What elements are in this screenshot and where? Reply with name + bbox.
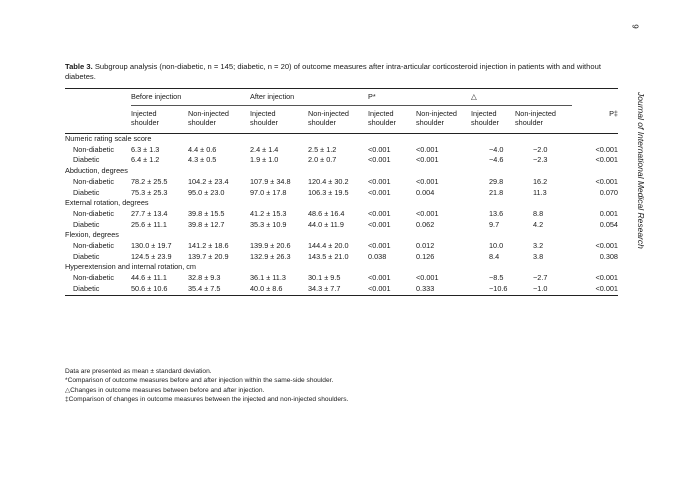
section-row <box>65 166 618 177</box>
subheader-cell: Injected shoulder <box>131 109 159 127</box>
table-cell: 0.012 <box>416 241 435 251</box>
table-cell: 106.3 ± 19.5 <box>308 187 349 197</box>
table-cell: −2.0 <box>533 144 548 154</box>
table-cell: 132.9 ± 26.3 <box>250 251 291 261</box>
footnote-data-presentation: Data are presented as mean ± standard deviation. <box>65 368 212 375</box>
group-p-value: P* <box>368 89 471 106</box>
table-cell: 35.4 ± 7.5 <box>188 283 221 293</box>
table-cell: 0.004 <box>416 187 435 197</box>
row-label: Diabetic <box>73 219 100 229</box>
table-cell: 44.6 ± 11.1 <box>131 273 167 283</box>
table-cell: 39.8 ± 12.7 <box>188 219 225 229</box>
table-cell: 3.8 <box>533 251 544 261</box>
subheader-cell: Non-injected shoulder <box>416 109 457 127</box>
table-cell: 6.4 ± 1.2 <box>131 155 160 165</box>
footnote-p-star: *Comparison of outcome measures before and after injection within the same-side shoulder. <box>65 377 334 385</box>
subheader-row <box>65 106 618 134</box>
table-row <box>65 252 618 263</box>
table-cell: 27.7 ± 13.4 <box>131 208 168 218</box>
table-cell: 34.3 ± 7.7 <box>308 283 341 293</box>
table-cell: 2.4 ± 1.4 <box>250 144 279 154</box>
row-label: Non-diabetic <box>73 144 114 154</box>
table-cell: −8.5 <box>489 273 504 283</box>
table-cell: 104.2 ± 23.4 <box>188 176 229 186</box>
table-cell: <0.001 <box>595 176 618 186</box>
table-cell: 29.8 <box>489 176 504 186</box>
table-cell: 4.2 <box>533 219 544 229</box>
table-cell: 3.2 <box>533 241 544 251</box>
table-cell: 143.5 ± 21.0 <box>308 251 349 261</box>
table-cell: <0.001 <box>368 187 391 197</box>
table-body <box>65 134 618 296</box>
subheader-cell: Injected shoulder <box>471 109 499 127</box>
table-caption-text: Subgroup analysis (non-diabetic, n = 145; diabetic, n = 20) of outcome measures after intra-articular corticosteroid injection in patients with and without diabetes. <box>65 62 601 81</box>
table-cell: 50.6 ± 10.6 <box>131 283 168 293</box>
table-label: Table 3. <box>65 62 93 71</box>
table-cell: 21.8 <box>489 187 504 197</box>
table-cell: <0.001 <box>368 155 391 165</box>
footnote-delta: △Changes in outcome measures between before and after injection. <box>65 386 265 394</box>
table-cell: <0.001 <box>595 155 618 165</box>
table-cell: 35.3 ± 10.9 <box>250 219 287 229</box>
table-cell: 8.8 <box>533 208 544 218</box>
table-row <box>65 155 618 166</box>
table-cell: 78.2 ± 25.5 <box>131 176 168 186</box>
table-row <box>65 145 618 156</box>
table-cell: −4.0 <box>489 144 504 154</box>
table-cell: 0.038 <box>368 251 387 261</box>
table-cell: 36.1 ± 11.3 <box>250 273 286 283</box>
table-cell: 0.333 <box>416 283 435 293</box>
table-cell: 8.4 <box>489 251 500 261</box>
table-cell: 48.6 ± 16.4 <box>308 208 345 218</box>
table-cell: <0.001 <box>368 176 391 186</box>
section-row <box>65 134 618 145</box>
subheader-cell: P‡ <box>609 108 618 118</box>
group-header-row <box>65 89 618 106</box>
table-cell: 0.126 <box>416 251 435 261</box>
row-label: Diabetic <box>73 251 100 261</box>
table-cell: <0.001 <box>368 283 391 293</box>
table-cell: 141.2 ± 18.6 <box>188 241 229 251</box>
table-cell: 0.070 <box>599 187 618 197</box>
table-row <box>65 220 618 231</box>
table-cell: 139.7 ± 20.9 <box>188 251 229 261</box>
table-cell: 16.2 <box>533 176 548 186</box>
row-label: Diabetic <box>73 283 100 293</box>
table-cell: −10.6 <box>489 283 508 293</box>
subheader-cell: Injected shoulder <box>368 109 396 127</box>
footnote-p-double-dagger: ‡Comparison of changes in outcome measures between the injected and non-injected shoulders. <box>65 396 349 404</box>
table-row <box>65 177 618 188</box>
table-cell: 9.7 <box>489 219 500 229</box>
table-cell: 0.062 <box>416 219 435 229</box>
table-cell: 32.8 ± 9.3 <box>188 273 221 283</box>
page-number: 9 <box>630 24 640 29</box>
row-label: Non-diabetic <box>73 176 114 186</box>
table-cell: <0.001 <box>416 144 439 154</box>
table-cell: 2.5 ± 1.2 <box>308 144 337 154</box>
table-cell: 75.3 ± 25.3 <box>131 187 168 197</box>
subheader-cell: Non-injected shoulder <box>188 109 229 127</box>
row-label: Non-diabetic <box>73 208 114 218</box>
table-cell: −4.6 <box>489 155 504 165</box>
table-cell: 130.0 ± 19.7 <box>131 241 172 251</box>
table-cell: 0.308 <box>599 251 618 261</box>
table-cell: 0.001 <box>599 208 618 218</box>
table-cell: <0.001 <box>595 241 618 251</box>
table-caption <box>65 62 625 82</box>
table-cell: <0.001 <box>416 155 439 165</box>
table-row <box>65 273 618 284</box>
table-cell: <0.001 <box>368 241 391 251</box>
table-row <box>65 188 618 199</box>
table-cell: 11.3 <box>533 187 547 197</box>
table-cell: <0.001 <box>416 208 439 218</box>
table-cell: 2.0 ± 0.7 <box>308 155 337 165</box>
table-cell: 44.0 ± 11.9 <box>308 219 344 229</box>
section-row <box>65 230 618 241</box>
table-cell: 1.9 ± 1.0 <box>250 155 279 165</box>
section-row <box>65 262 618 273</box>
group-before-injection: Before injection <box>131 89 250 106</box>
table-cell: 0.054 <box>599 219 618 229</box>
table-cell: −2.3 <box>533 155 548 165</box>
table-row <box>65 284 618 295</box>
table-cell: 139.9 ± 20.6 <box>250 241 291 251</box>
table-cell: <0.001 <box>416 176 439 186</box>
table-cell: 107.9 ± 34.8 <box>250 176 291 186</box>
table-cell: <0.001 <box>368 144 391 154</box>
row-label: Non-diabetic <box>73 273 114 283</box>
subgroup-analysis-table <box>65 88 618 296</box>
section-title: Abduction, degrees <box>65 166 128 176</box>
table-cell: <0.001 <box>595 273 618 283</box>
table-cell: 13.6 <box>489 208 504 218</box>
table-cell: 120.4 ± 30.2 <box>308 176 349 186</box>
table-cell: 144.4 ± 20.0 <box>308 241 349 251</box>
table-cell: <0.001 <box>368 273 391 283</box>
table-cell: 25.6 ± 11.1 <box>131 219 167 229</box>
table-cell: <0.001 <box>595 144 618 154</box>
group-after-injection: After injection <box>250 89 368 106</box>
group-delta: △ <box>471 89 572 106</box>
table-footnotes <box>65 367 605 405</box>
journal-running-title: Journal of International Medical Research <box>636 92 646 249</box>
table-cell: 95.0 ± 23.0 <box>188 187 225 197</box>
table-cell: <0.001 <box>416 273 439 283</box>
table-cell: 4.3 ± 0.5 <box>188 155 217 165</box>
subheader-cell: Non-injected shoulder <box>515 109 556 127</box>
row-label: Diabetic <box>73 155 100 165</box>
table-cell: 10.0 <box>489 241 504 251</box>
section-title: Numeric rating scale score <box>65 134 152 143</box>
table-cell: −1.0 <box>533 283 548 293</box>
table-cell: <0.001 <box>368 208 391 218</box>
table-cell: 40.0 ± 8.6 <box>250 283 283 293</box>
section-title: Hyperextension and internal rotation, cm <box>65 262 197 272</box>
subheader-cell: Non-injected shoulder <box>308 109 349 127</box>
row-label: Diabetic <box>73 187 100 197</box>
table-cell: <0.001 <box>368 219 391 229</box>
section-title: Flexion, degrees <box>65 230 119 240</box>
table-cell: 6.3 ± 1.3 <box>131 144 160 154</box>
section-row <box>65 198 618 209</box>
table-cell: 39.8 ± 15.5 <box>188 208 225 218</box>
table-row <box>65 209 618 220</box>
section-title: External rotation, degrees <box>65 198 149 208</box>
table-cell: −2.7 <box>533 273 548 283</box>
table-row <box>65 241 618 252</box>
table-cell: <0.001 <box>595 283 618 293</box>
table-cell: 97.0 ± 17.8 <box>250 187 287 197</box>
row-label: Non-diabetic <box>73 241 114 251</box>
subheader-cell: Injected shoulder <box>250 109 278 127</box>
table-cell: 30.1 ± 9.5 <box>308 273 341 283</box>
table-cell: 41.2 ± 15.3 <box>250 208 287 218</box>
table-cell: 124.5 ± 23.9 <box>131 251 172 261</box>
table-cell: 4.4 ± 0.6 <box>188 144 217 154</box>
